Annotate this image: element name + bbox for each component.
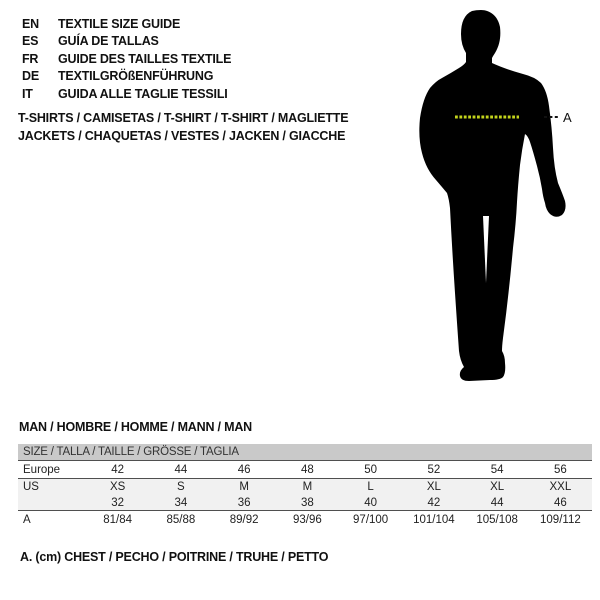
table-cell: 44 — [174, 463, 188, 476]
category-line-tshirts: T-SHIRTS / CAMISETAS / T-SHIRT / T-SHIRT / MAGLIETTE — [18, 111, 349, 125]
table-cell: 44 — [490, 496, 504, 509]
table-row-numeric — [18, 495, 592, 511]
table-cell: XL — [490, 481, 505, 493]
language-code: IT — [22, 86, 33, 101]
language-row-fr — [22, 50, 231, 68]
language-list — [22, 15, 231, 103]
language-label: GUIDE DES TAILLES TEXTILE — [58, 51, 232, 66]
table-cell: 38 — [300, 496, 314, 509]
table-cell: S — [177, 481, 185, 493]
table-cell: 101/104 — [413, 513, 455, 526]
man-silhouette — [419, 10, 565, 381]
table-cell: 85/88 — [166, 513, 196, 526]
table-cell: 50 — [364, 463, 378, 476]
size-table — [18, 444, 592, 528]
table-cell: 93/96 — [292, 513, 322, 526]
table-row-us — [18, 479, 592, 495]
table-cell: M — [239, 481, 249, 493]
table-cell: L — [367, 481, 374, 493]
table-cell: 52 — [427, 463, 441, 476]
language-label: GUIDA ALLE TAGLIE TESSILI — [58, 86, 228, 101]
language-row-en — [22, 15, 231, 33]
language-row-it — [22, 85, 231, 103]
table-cell: 46 — [553, 496, 567, 509]
table-cell: 81/84 — [103, 513, 133, 526]
table-cell: 40 — [364, 496, 378, 509]
row-label: A — [23, 513, 31, 526]
table-cell: 42 — [111, 463, 125, 476]
table-cell: 48 — [300, 463, 314, 476]
category-block — [18, 109, 348, 145]
man-silhouette-figure — [402, 3, 574, 395]
table-cell: XL — [426, 481, 441, 493]
table-cell: 34 — [174, 496, 188, 509]
table-cell: XXL — [549, 481, 572, 493]
table-cell: 42 — [427, 496, 441, 509]
category-line-jackets: JACKETS / CHAQUETAS / VESTES / JACKEN / GIACCHE — [18, 129, 346, 143]
language-row-es — [22, 33, 231, 51]
language-code: EN — [22, 16, 39, 31]
table-cell: 109/112 — [540, 513, 581, 526]
table-cell: 32 — [111, 496, 125, 509]
table-cell: 97/100 — [353, 513, 389, 526]
table-cell: 54 — [490, 463, 504, 476]
language-label: GUÍA DE TALLAS — [58, 34, 159, 49]
marker-label: A — [563, 110, 572, 125]
language-row-de — [22, 68, 231, 86]
language-label: TEXTILE SIZE GUIDE — [58, 16, 181, 31]
section-heading: MAN / HOMBRE / HOMME / MANN / MAN — [19, 420, 252, 434]
table-cell: 46 — [237, 463, 251, 476]
table-cell: M — [302, 481, 313, 493]
table-cell: 56 — [553, 463, 567, 476]
size-table-header: SIZE / TALLA / TAILLE / GRÖSSE / TAGLIA — [18, 444, 592, 461]
table-cell: 105/108 — [476, 513, 518, 526]
language-code: FR — [22, 51, 39, 66]
table-row-chest — [18, 511, 592, 528]
row-label: Europe — [23, 463, 61, 476]
man-silhouette-svg — [402, 3, 574, 395]
table-cell: 36 — [237, 496, 251, 509]
language-label: TEXTILGRÖßENFÜHRUNG — [58, 69, 214, 84]
language-code: ES — [22, 34, 39, 49]
footnote: A. (cm) CHEST / PECHO / POITRINE / TRUHE / PETTO — [20, 550, 329, 564]
language-code: DE — [22, 69, 39, 84]
table-row-europe — [18, 461, 592, 479]
table-cell: XS — [109, 481, 126, 493]
table-cell: 89/92 — [229, 513, 259, 526]
row-label: US — [23, 481, 39, 493]
